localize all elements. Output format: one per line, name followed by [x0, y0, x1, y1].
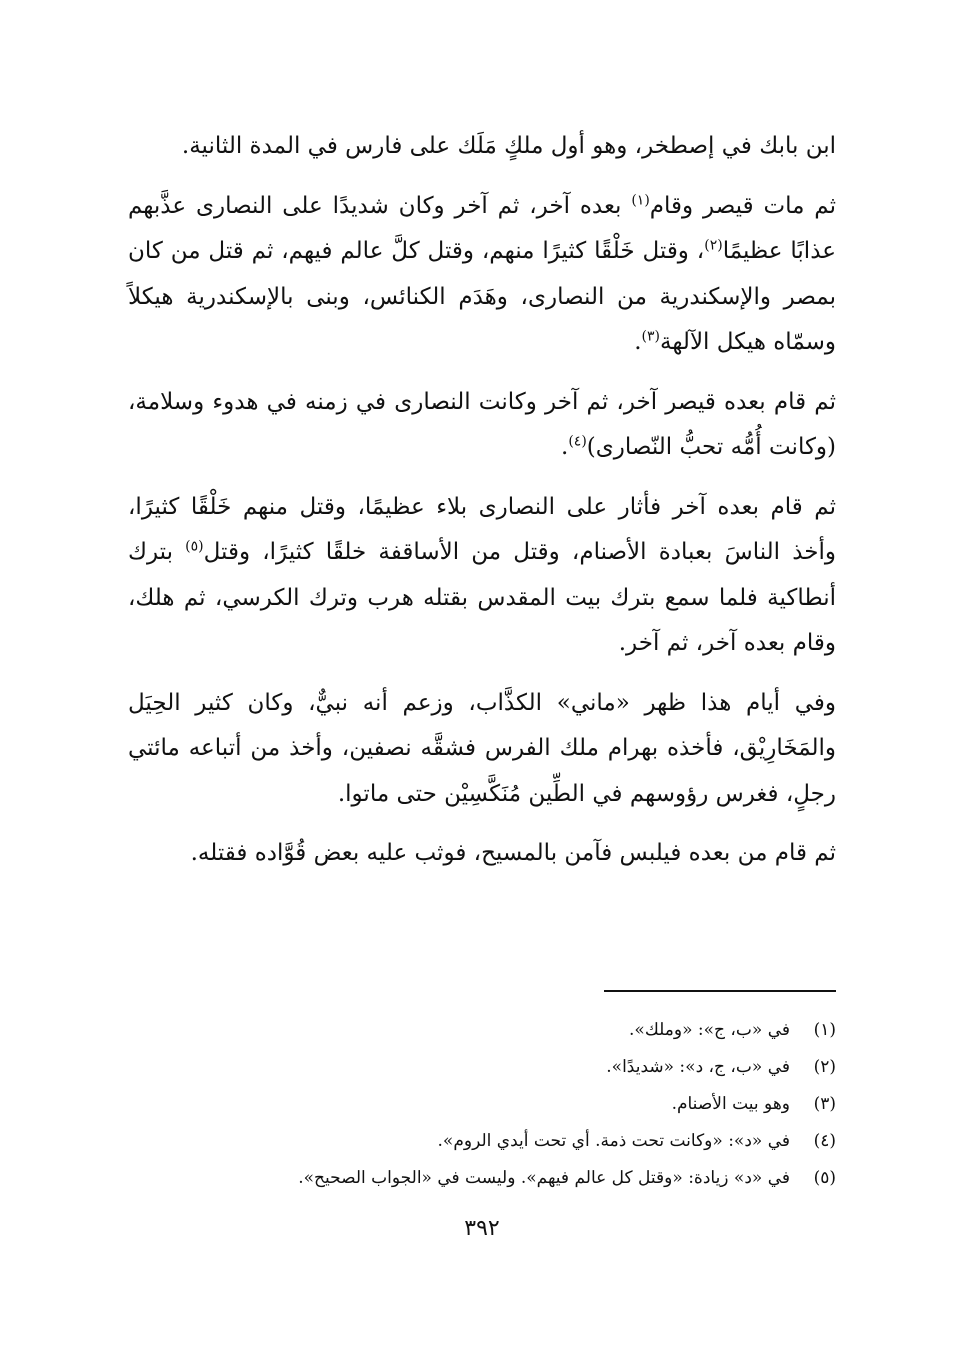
footnote-text: في «ب، ج، د»: «شديدًا».: [606, 1057, 790, 1077]
footnote-ref-1: (١): [631, 191, 650, 208]
footnote-number: (٤): [813, 1131, 836, 1151]
paragraph-6: [128, 831, 836, 877]
footnote-4: [128, 1123, 836, 1160]
paragraph-3-text-a: ثم قام بعده قيصر آخر، ثم آخر وكانت النصارى في زمنه في هدوء وسلامة، (وكانت أُمُّه تحبُّ النّصارى): [128, 388, 836, 460]
paragraph-3-text-b: .: [561, 434, 569, 460]
paragraph-2-text-c: ، وقتل خَلْقًا كثيرًا منهم، وقتل كلَّ عالم فيهم، ثم قتل من كان بمصر والإسكندرية من النصارى، وهَدَم الكنائس، وبنى بالإسكندرية هيكلاً وسمّاه هيكل الآلهة: [128, 238, 836, 355]
paragraph-1-text: ابن بابك في إصطخر، وهو أول ملكٍ مَلَك على فارس في المدة الثانية.: [181, 133, 836, 159]
footnote-ref-3: (٣): [641, 328, 660, 345]
footnote-text: وهو بيت الأصنام.: [671, 1094, 790, 1114]
footnote-number: (٢): [813, 1057, 836, 1077]
paragraph-4-text-a: ثم قام بعده آخر فأثار على النصارى بلاء عظيمًا، وقتل منهم خَلْقًا كثيرًا، وأخذ الناسَ بعبادة الأصنام، وقتل من الأساقفة خلقًا كثيرًا، وقتل: [128, 493, 836, 565]
paragraph-2-text-b: بعده آخر، ثم آخر وكان شديدًا على النصارى عذَّبهم عذابًا عظيمًا: [128, 192, 836, 264]
footnote-ref-2: (٢): [704, 237, 723, 254]
footnote-ref-4: (٤): [568, 433, 587, 450]
footnote-text: في «د» زيادة: «وقتل كل عالم فيهم». وليست في «الجواب الصحيح».: [298, 1168, 790, 1188]
footnote-number: (٥): [813, 1168, 836, 1188]
paragraph-6-text: ثم قام من بعده فيلبس فآمن بالمسيح، فوثب عليه بعض قُوَّاده فقتله.: [190, 840, 836, 866]
footnote-2: [128, 1049, 836, 1086]
paragraph-1: [128, 124, 836, 170]
paragraph-5: [128, 681, 836, 818]
paragraph-2-text-a: ثم مات قيصر وقام: [649, 192, 837, 219]
footnote-5: [128, 1160, 836, 1197]
paragraph-2: [128, 184, 836, 366]
paragraph-3: [128, 380, 836, 471]
footnote-text: في «ب، ج»: «وملك».: [629, 1020, 790, 1040]
paragraph-4-text-b: بترك أنطاكية فلما سمع بترك بيت المقدس بقتله هرب وترك الكرسي، ثم هلك، وقام بعده آخر، ثم آخر.: [128, 539, 836, 656]
footnote-text: في «د»: «وكانت تحت ذمة. أي تحت أيدي الروم».: [437, 1131, 790, 1151]
footnote-number: (٣): [813, 1094, 836, 1114]
paragraph-2-text-d: .: [634, 329, 642, 355]
page-number: ٣٩٢: [464, 1216, 500, 1241]
main-text: [128, 124, 837, 1188]
paragraph-4: [128, 485, 836, 667]
footnote-1: [128, 1012, 836, 1049]
footnote-3: [128, 1086, 836, 1123]
footnotes: [128, 1012, 836, 1197]
footnote-ref-5: (٥): [185, 538, 204, 555]
footnote-divider: [604, 990, 836, 992]
paragraph-5-text: وفي أيام هذا ظهر «ماني» الكذَّاب، وزعم أنه نبيٌّ، وكان كثير الحِيَل والمَخَارِيْق، فأخذه بهرام ملك الفرس فشقَّه نصفين، وأخذ من أتباعه مائتي رجلٍ، فغرس رؤوسهم في الطِّين مُنَكَّسِيْن حتى ماتوا.: [128, 689, 836, 807]
footnote-number: (١): [813, 1020, 836, 1040]
